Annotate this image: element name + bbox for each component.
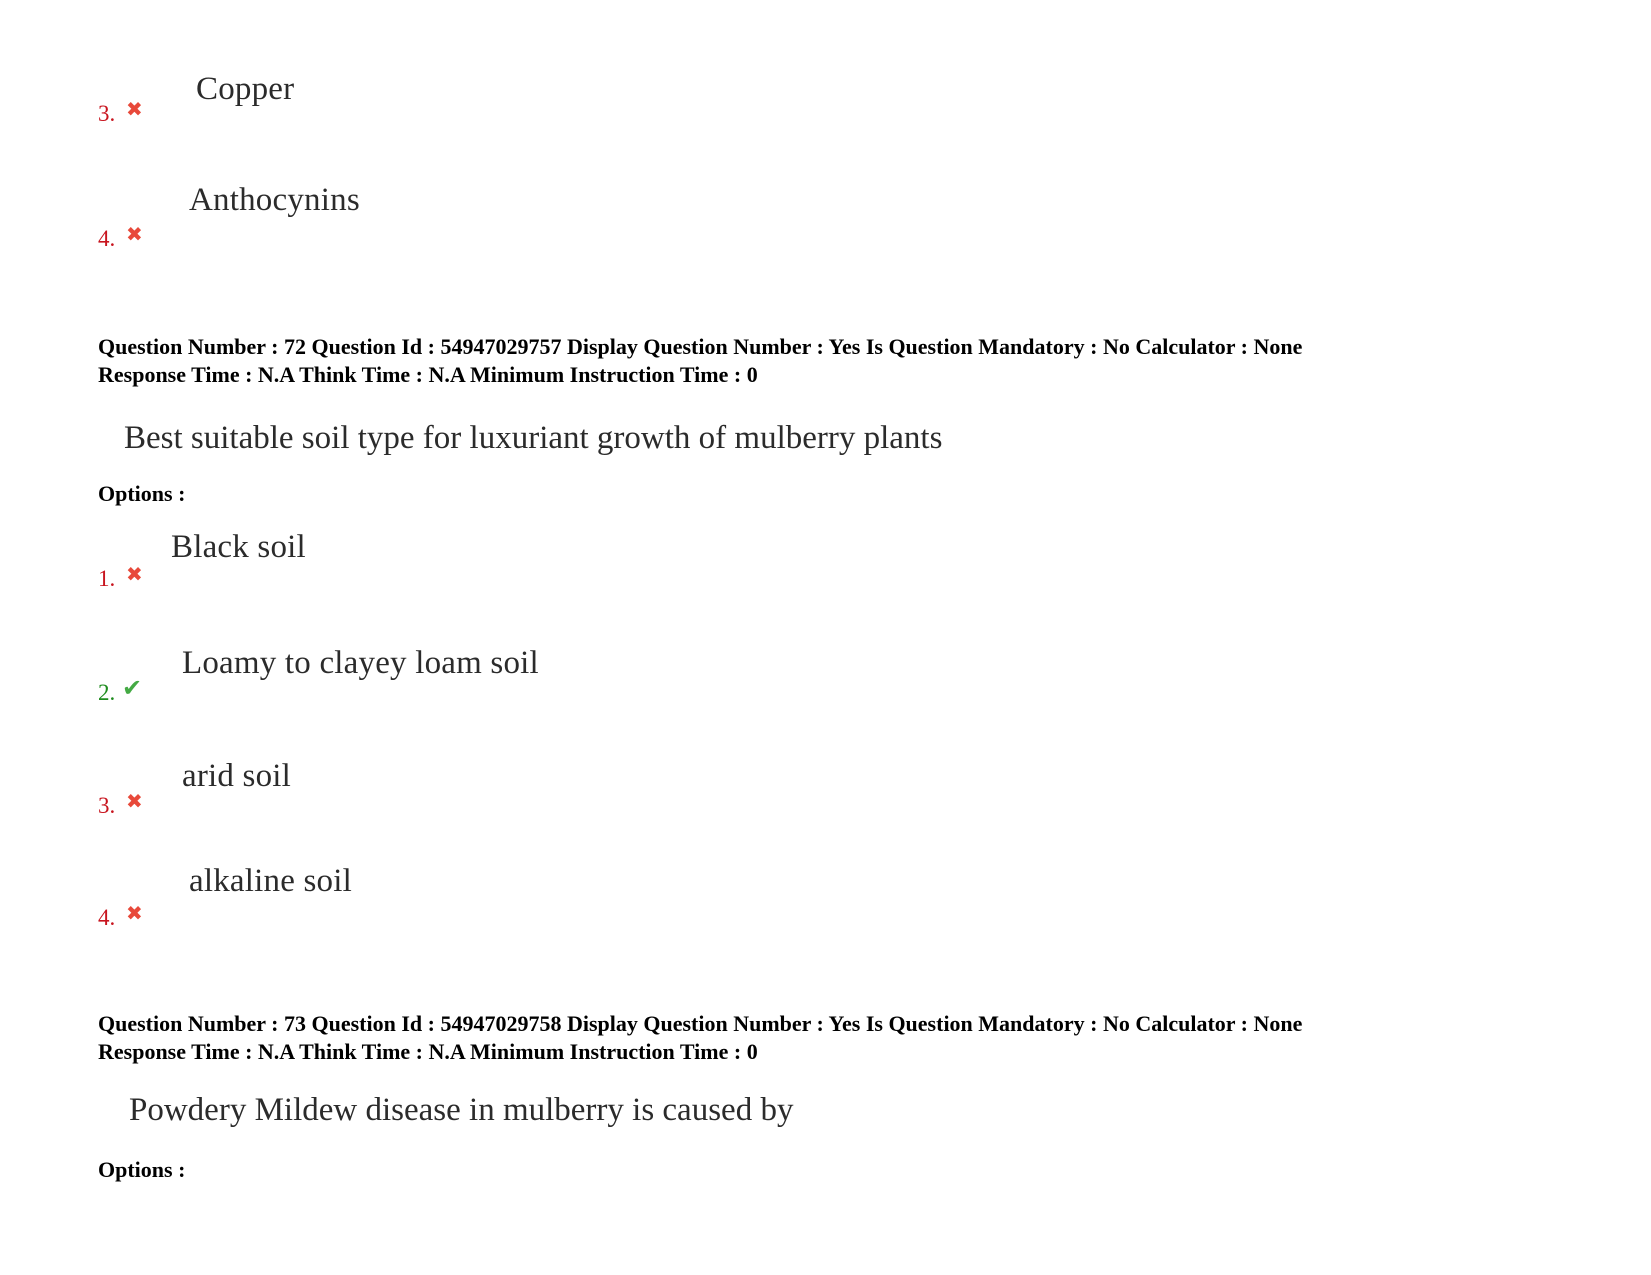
option-number: 4. <box>98 905 116 930</box>
option-number: 1. <box>98 566 116 591</box>
option-number: 4. <box>98 226 116 251</box>
option-text: alkaline soil <box>189 863 352 899</box>
question-meta-line1: Question Number : 73 Question Id : 54947029758 Display Question Number : Yes Is Question Mandatory : No Calculator : None <box>98 1011 1303 1036</box>
check-icon: ✔ <box>122 674 143 702</box>
question-meta-line2: Response Time : N.A Think Time : N.A Minimum Instruction Time : 0 <box>98 362 758 387</box>
option-number: 2. <box>98 680 116 705</box>
option-text: Copper <box>196 71 295 107</box>
question-text: Best suitable soil type for luxuriant growth of mulberry plants <box>124 420 943 456</box>
cross-icon: ✖ <box>126 222 143 246</box>
cross-icon: ✖ <box>126 97 143 121</box>
options-label: Options : <box>98 1157 186 1182</box>
option-text: arid soil <box>182 758 292 794</box>
cross-icon: ✖ <box>126 562 143 586</box>
question-meta <box>98 333 1302 389</box>
option-number: 3. <box>98 101 116 126</box>
question-text: Powdery Mildew disease in mulberry is caused by <box>129 1092 794 1128</box>
question-meta-line2: Response Time : N.A Think Time : N.A Minimum Instruction Time : 0 <box>98 1039 758 1064</box>
option-text: Black soil <box>171 529 306 565</box>
question-meta <box>98 1010 1302 1066</box>
options-label: Options : <box>98 481 186 506</box>
option-text: Loamy to clayey loam soil <box>182 645 539 681</box>
question-meta-line1: Question Number : 72 Question Id : 54947029757 Display Question Number : Yes Is Question Mandatory : No Calculator : None <box>98 334 1303 359</box>
option-number: 3. <box>98 793 116 818</box>
cross-icon: ✖ <box>126 901 143 925</box>
option-text: Anthocynins <box>189 182 360 218</box>
cross-icon: ✖ <box>126 789 143 813</box>
